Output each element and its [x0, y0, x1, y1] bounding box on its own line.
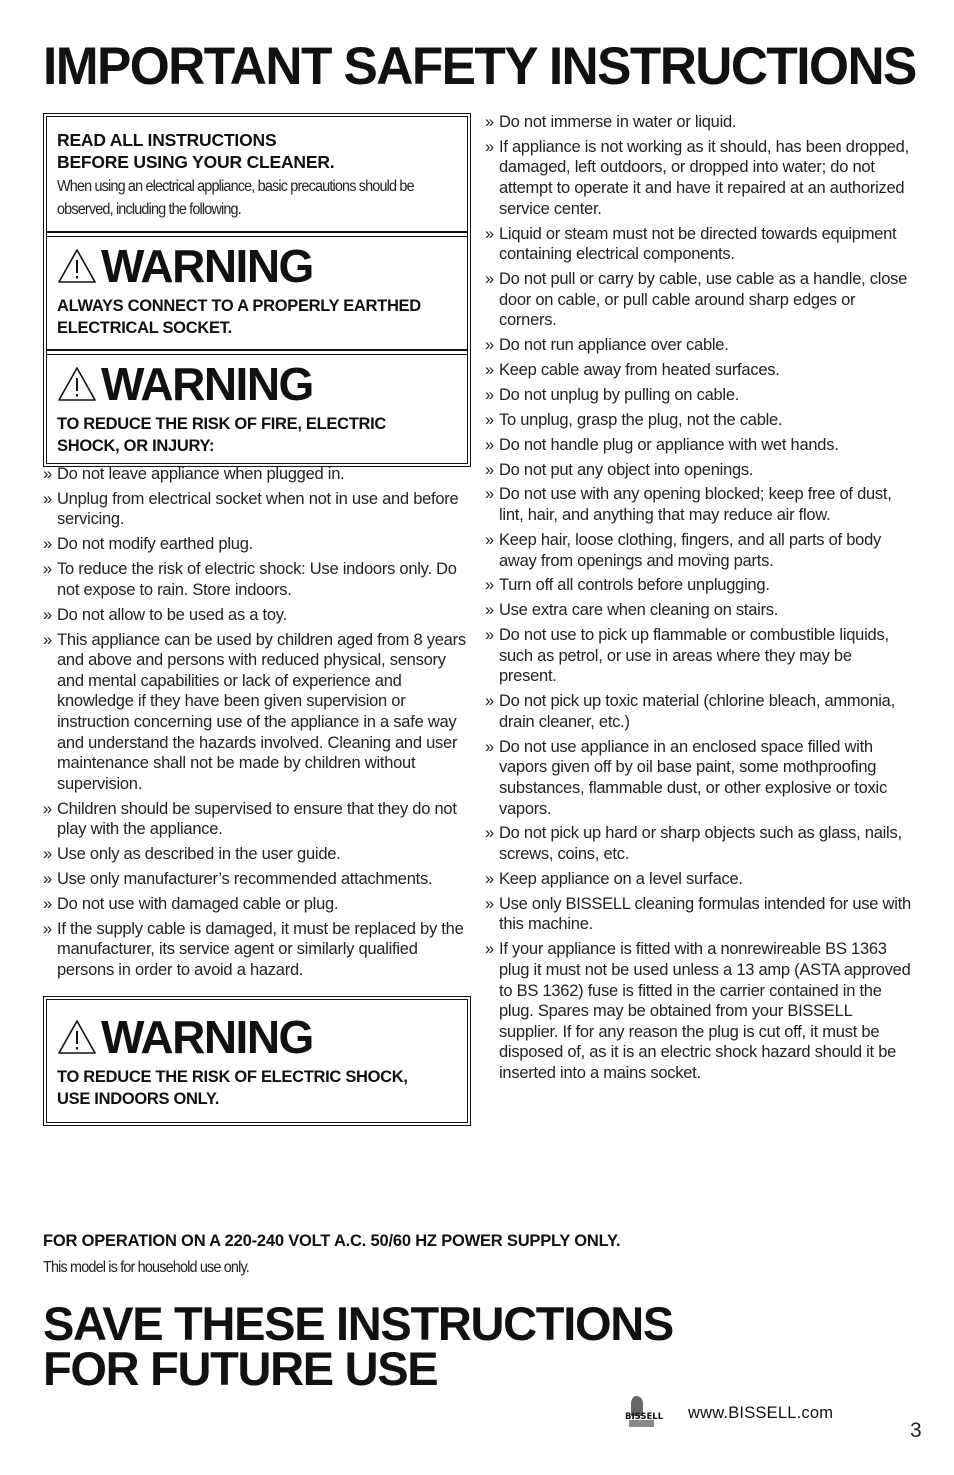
- read-instructions-body: When using an electrical appliance, basic precautions should be observed, including the following.: [57, 178, 414, 218]
- list-item: » Use extra care when cleaning on stairs.: [485, 600, 913, 621]
- list-item: » Do not use with damaged cable or plug.: [43, 894, 471, 915]
- read-heading-line2: BEFORE USING YOUR CLEANER.: [57, 152, 335, 172]
- warning-triangle-icon: [57, 248, 97, 284]
- read-instructions-heading: [57, 129, 457, 173]
- list-item: » Do not modify earthed plug.: [43, 534, 471, 555]
- warning-3-line2: USE INDOORS ONLY.: [57, 1089, 220, 1108]
- warning-2-line2: SHOCK, OR INJURY:: [57, 437, 215, 455]
- safety-box: [46, 116, 468, 464]
- list-item: » Liquid or steam must not be directed towards equipment containing electrical components.: [485, 224, 913, 265]
- right-column: [485, 112, 913, 1088]
- list-item: » Do not pull or carry by cable, use cable as a handle, close door on cable, or pull cable around sharp edges or corners.: [485, 269, 913, 331]
- list-item: » To unplug, grasp the plug, not the cable.: [485, 410, 913, 431]
- power-supply-note: FOR OPERATION ON A 220-240 VOLT A.C. 50/60 HZ POWER SUPPLY ONLY.: [43, 1232, 621, 1250]
- list-item: » Children should be supervised to ensure that they do not play with the appliance.: [43, 799, 471, 840]
- right-instruction-list: [485, 112, 913, 1083]
- warning-title-1: WARNING: [101, 240, 313, 292]
- warning-heading-2: [57, 359, 457, 409]
- warning-triangle-icon: [57, 1019, 97, 1055]
- warning-triangle-icon: [57, 366, 97, 402]
- website-url: www.BISSELL.com: [688, 1404, 834, 1422]
- save-title-line1: SAVE THESE INSTRUCTIONS: [43, 1297, 673, 1350]
- left-instruction-list: [43, 464, 471, 981]
- logo-wordmark: BISSELL: [625, 1412, 664, 1422]
- warning-heading-3: [57, 1012, 457, 1062]
- left-column: [43, 113, 471, 1123]
- list-item: » If the supply cable is damaged, it must be replaced by the manufacturer, its service agent or similarly qualified persons in order to avoid a hazard.: [43, 919, 471, 981]
- warning-2-line1: TO REDUCE THE RISK OF FIRE, ELECTRIC: [57, 415, 386, 433]
- warning-box-3: [46, 999, 468, 1123]
- list-item: » Do not immerse in water or liquid.: [485, 112, 913, 133]
- warning-text-1: [57, 295, 457, 339]
- warning-text-2: [57, 413, 457, 457]
- household-use-note: This model is for household use only.: [43, 1259, 249, 1276]
- list-item: » Do not put any object into openings.: [485, 460, 913, 481]
- list-item: » Do not use with any opening blocked; keep free of dust, lint, hair, and anything that may reduce air flow.: [485, 484, 913, 525]
- list-item: » Use only BISSELL cleaning formulas intended for use with this machine.: [485, 894, 913, 935]
- section-divider: [47, 349, 467, 355]
- list-item: » Use only manufacturer’s recommended attachments.: [43, 869, 471, 890]
- warning-1-line2: ELECTRICAL SOCKET.: [57, 319, 232, 337]
- list-item: » Do not handle plug or appliance with wet hands.: [485, 435, 913, 456]
- list-item: » Do not leave appliance when plugged in.: [43, 464, 471, 485]
- bissell-logo-icon: [624, 1394, 672, 1428]
- list-item: » Use only as described in the user guide.: [43, 844, 471, 865]
- list-item: » Keep cable away from heated surfaces.: [485, 360, 913, 381]
- warning-title-2: WARNING: [101, 358, 313, 410]
- list-item: » Turn off all controls before unplugging.: [485, 575, 913, 596]
- list-item: » Do not allow to be used as a toy.: [43, 605, 471, 626]
- list-item: » Unplug from electrical socket when not in use and before servicing.: [43, 489, 471, 530]
- list-item: » If appliance is not working as it should, has been dropped, damaged, left outdoors, or dropped into water; do not attempt to operate it and have it repaired at an authorized service center.: [485, 137, 913, 219]
- warning-3-line1: TO REDUCE THE RISK OF ELECTRIC SHOCK,: [57, 1067, 408, 1086]
- warning-title-3: WARNING: [101, 1010, 313, 1063]
- page-title: IMPORTANT SAFETY INSTRUCTIONS: [43, 37, 916, 96]
- page-number: 3: [910, 1419, 922, 1442]
- warning-heading-1: [57, 241, 457, 291]
- list-item: » Do not unplug by pulling on cable.: [485, 385, 913, 406]
- list-item: » Keep appliance on a level surface.: [485, 869, 913, 890]
- save-instructions-title: [43, 1297, 673, 1395]
- list-item: » Do not use to pick up flammable or combustible liquids, such as petrol, or use in areas where they may be present.: [485, 625, 913, 687]
- list-item: » Do not pick up toxic material (chlorine bleach, ammonia, drain cleaner, etc.): [485, 691, 913, 732]
- save-title-line2: FOR FUTURE USE: [43, 1342, 438, 1395]
- list-item: » If your appliance is fitted with a nonrewireable BS 1363 plug it must not be used unless a 13 amp (ASTA approved to BS 1362) fuse is fitted in the carrier contained in the plug. Spares may be obtained from your BISSELL supplier. If for any reason the plug is cut off, it must be disposed of, as it is an electric shock hazard should it be inserted into a mains socket.: [485, 939, 913, 1083]
- list-item: » Do not run appliance over cable.: [485, 335, 913, 356]
- warning-text-3: [57, 1066, 457, 1110]
- list-item: » Do not pick up hard or sharp objects such as glass, nails, screws, coins, etc.: [485, 823, 913, 864]
- list-item: » Do not use appliance in an enclosed space filled with vapors given off by oil base paint, some mothproofing substances, flammable dust, or other explosive or toxic vapors.: [485, 737, 913, 819]
- read-heading-line1: READ ALL INSTRUCTIONS: [57, 130, 277, 150]
- section-divider: [47, 231, 467, 237]
- list-item: » This appliance can be used by children aged from 8 years and above and persons with reduced physical, sensory and mental capabilities or lack of experience and knowledge if they have been given supervision or instruction concerning use of the appliance in a safe way and understand the hazards involved. Cleaning and user maintenance shall not be made by children without supervision.: [43, 630, 471, 795]
- warning-1-line1: ALWAYS CONNECT TO A PROPERLY EARTHED: [57, 297, 421, 315]
- list-item: » To reduce the risk of electric shock: Use indoors only. Do not expose to rain. Store indoors.: [43, 559, 471, 600]
- list-item: » Keep hair, loose clothing, fingers, and all parts of body away from openings and moving parts.: [485, 530, 913, 571]
